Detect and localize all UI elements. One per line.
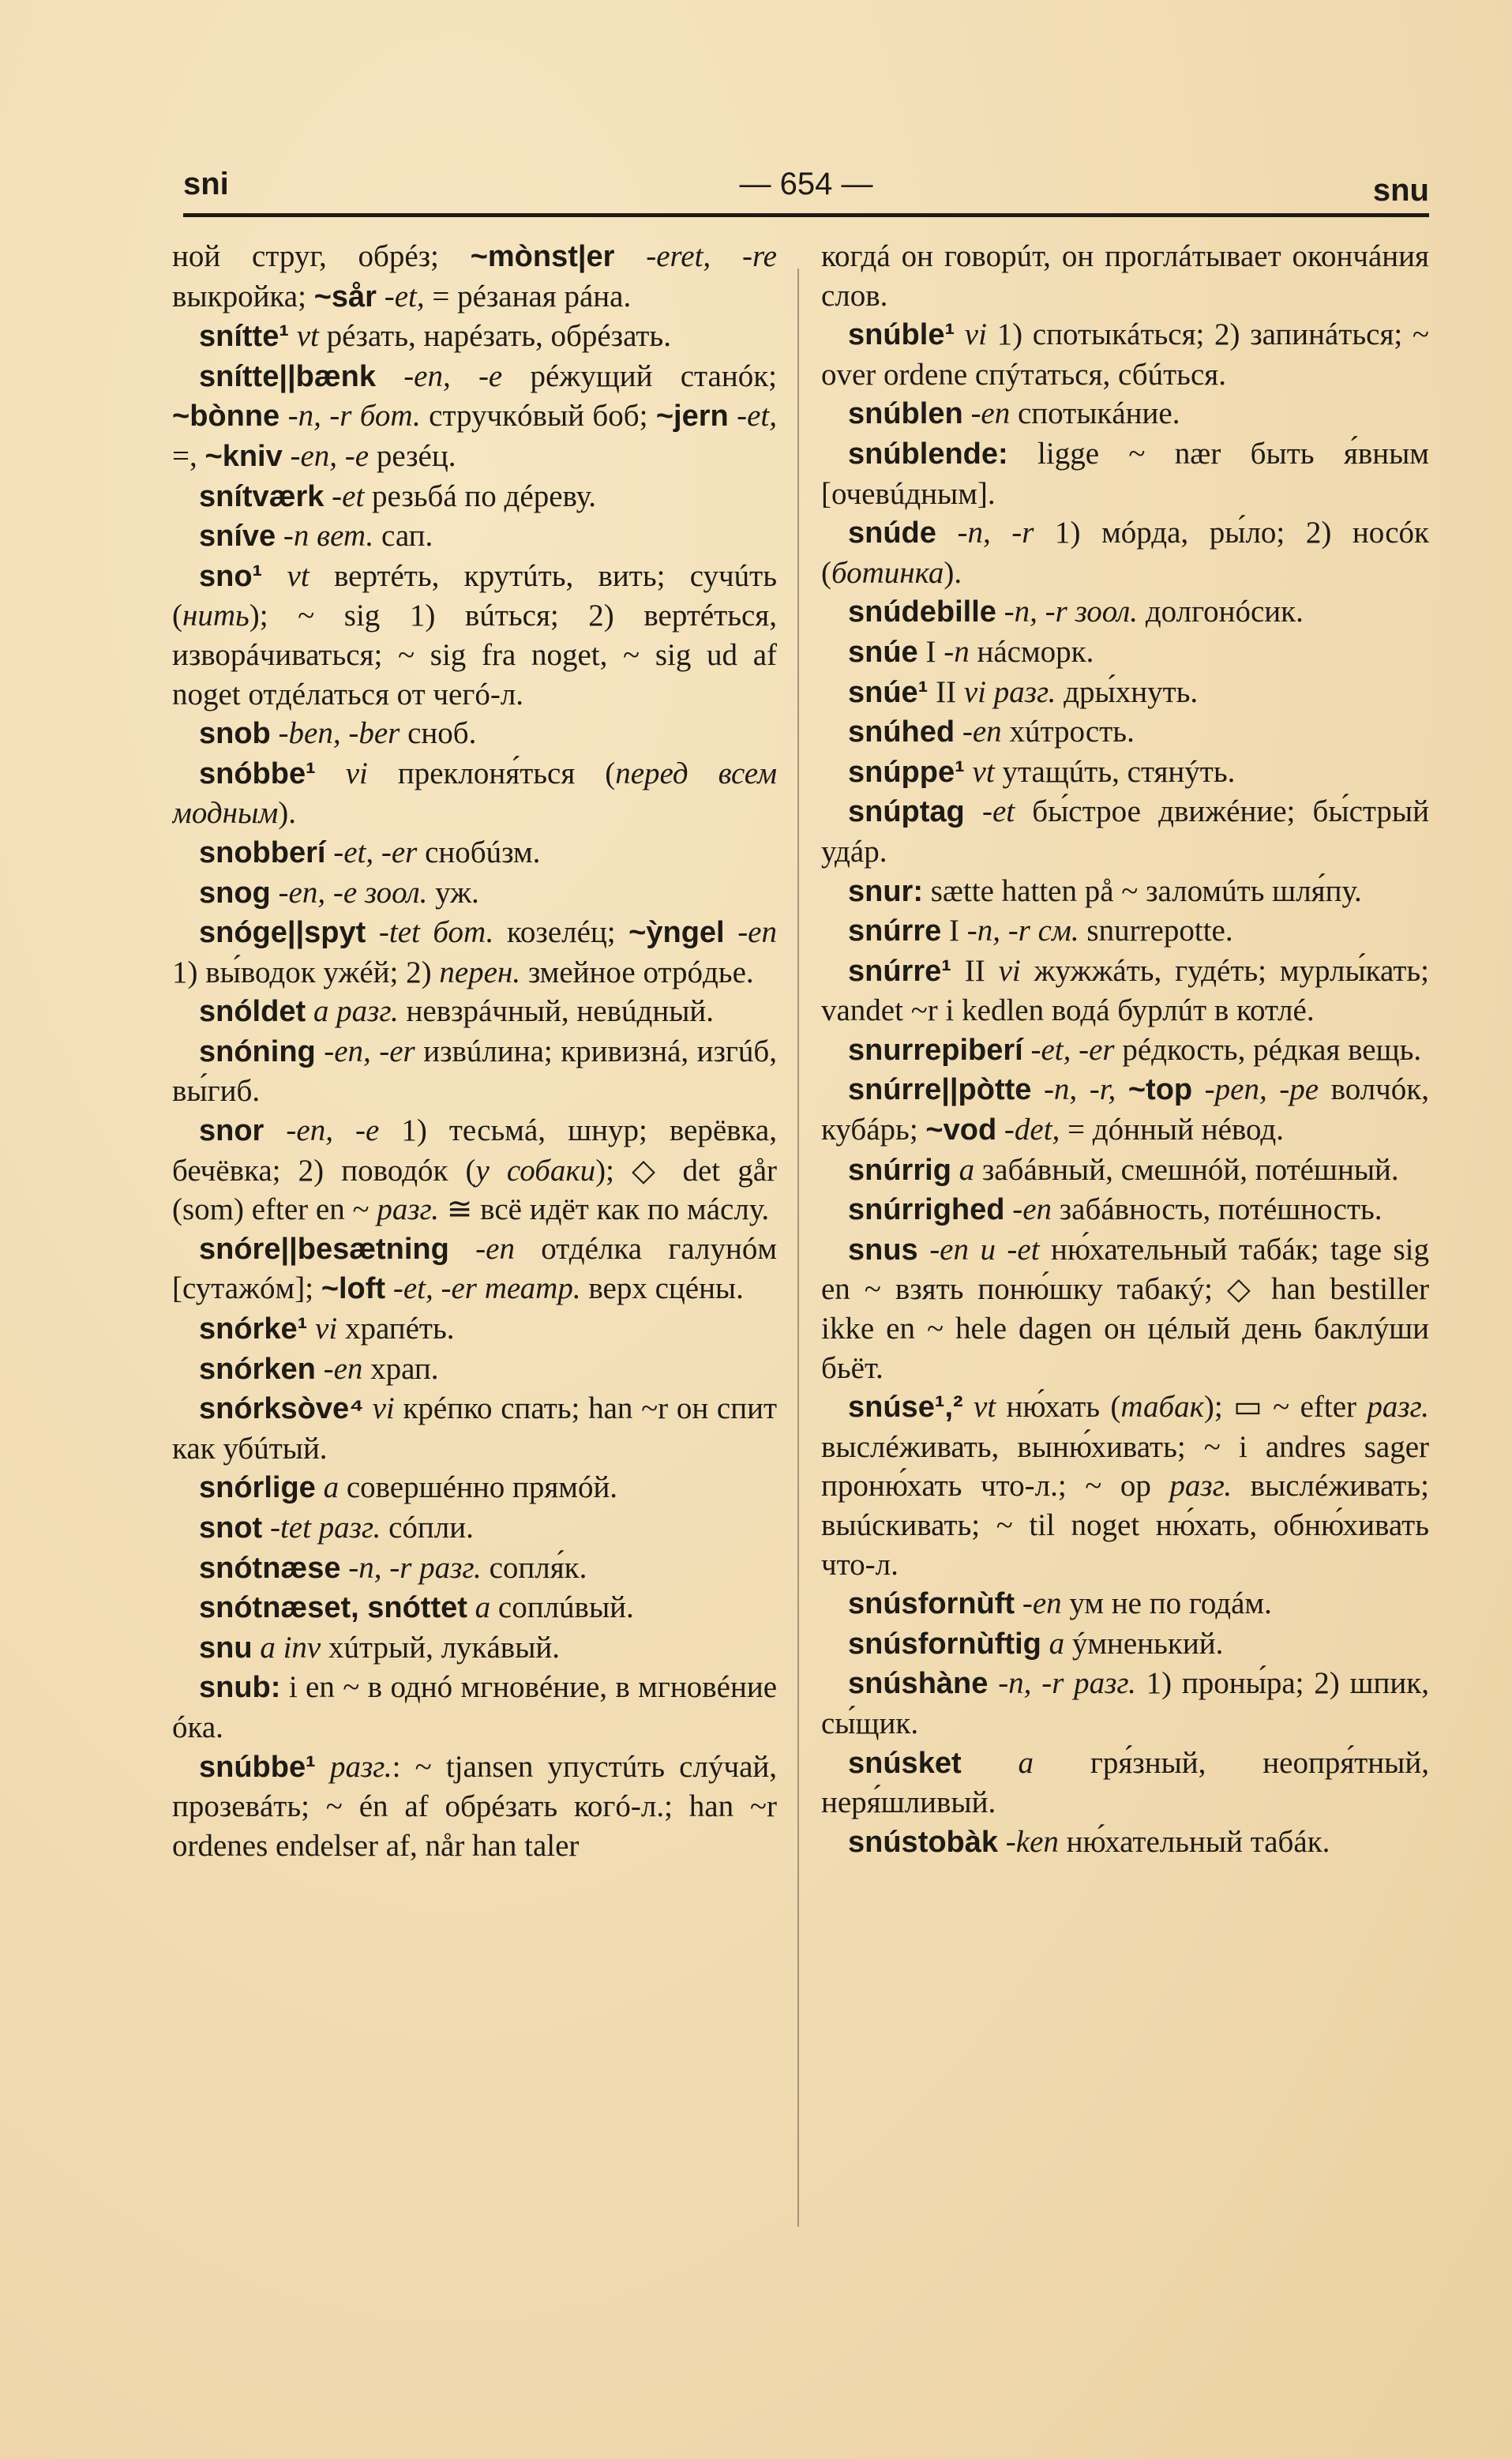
headword: snóre||besætning [199, 1232, 449, 1266]
entry-text [280, 399, 287, 433]
grammar-label: -en [962, 715, 1002, 749]
entry-text: 1) мóрда, ры́ло; 2) носóк ( [821, 516, 1429, 590]
grammar-label: vi [345, 756, 368, 790]
entry-text: = рéзаная рáна. [424, 279, 632, 313]
headword: snúrrig [848, 1153, 951, 1187]
entry-text [271, 716, 279, 750]
entry-text [1116, 1072, 1128, 1106]
entry-text: 1) проны́ра; 2) шпик, сы́щик. [821, 1666, 1429, 1740]
dictionary-entry [172, 1350, 777, 1390]
header-right-guide-word: snu [1372, 173, 1429, 208]
dictionary-entry [172, 357, 777, 477]
entry-text [340, 1551, 348, 1585]
headword: ~vod [925, 1113, 997, 1147]
entry-text [276, 519, 283, 553]
headword: snítte||bænk [199, 359, 376, 393]
entry-text: хúтрость. [1001, 715, 1135, 749]
dictionary-entry [821, 1624, 1429, 1665]
headword: snúble¹ [848, 318, 955, 352]
entry-text: снобúзм. [417, 835, 541, 869]
dictionary-entry [172, 714, 777, 754]
headword: snub: [199, 1671, 281, 1705]
headword: snúblende: [848, 437, 1008, 471]
entry-text: ум не по годáм. [1061, 1586, 1272, 1621]
grammar-label: у собаки [475, 1153, 596, 1188]
headword: snúe [848, 635, 918, 669]
grammar-label: -det, [1004, 1113, 1060, 1147]
dictionary-entry [821, 1584, 1429, 1624]
grammar-label: -et, [737, 399, 777, 434]
entry-text [1004, 1192, 1012, 1226]
entry-text: сопля́к. [481, 1550, 587, 1585]
entry-text [614, 239, 646, 273]
dictionary-entry [821, 872, 1429, 912]
dictionary-entry [821, 1070, 1429, 1150]
grammar-label: -et, -er [1030, 1032, 1115, 1067]
dictionary-entry [172, 1230, 777, 1309]
grammar-label: -ben, -ber [278, 716, 400, 751]
entry-text [963, 396, 971, 430]
entry-text: I [941, 914, 967, 948]
entry-text [996, 595, 1004, 629]
grammar-label: -n [944, 634, 970, 669]
dictionary-entry [172, 754, 777, 833]
headword: snúrre||pòtte [848, 1073, 1032, 1107]
entry-text [324, 479, 332, 513]
dictionary-entry [821, 633, 1429, 673]
entry-text: 1) вы́водок ужéй; 2) [172, 955, 440, 989]
entry-text [1031, 1072, 1044, 1106]
headword: snor [199, 1114, 265, 1148]
headword: ~sår [313, 280, 377, 313]
grammar-label: -en [475, 1231, 515, 1266]
entry-text [377, 280, 385, 313]
dictionary-entry [821, 1031, 1429, 1071]
grammar-label: vi разг. [963, 674, 1056, 709]
dictionary-entry [821, 1823, 1429, 1863]
dictionary-entry [172, 477, 777, 517]
dictionary-entry [172, 1748, 777, 1866]
grammar-label: -et, -er театр. [392, 1271, 581, 1306]
entry-text: преклоня́ться ( [367, 756, 616, 790]
headword: snúrre [848, 914, 942, 948]
grammar-label: разг. [1367, 1390, 1429, 1425]
grammar-label: vi [964, 317, 987, 352]
headword: sníve [199, 520, 276, 554]
entry-text [366, 915, 379, 949]
entry-text: резьбá по дéреву. [364, 479, 596, 513]
grammar-label: табак [1120, 1390, 1204, 1425]
dictionary-entry [821, 592, 1429, 633]
entry-text: храп. [362, 1351, 439, 1386]
headword: snúsfornùft [848, 1587, 1015, 1621]
grammar-label: vt [296, 319, 319, 354]
dictionary-entry [821, 1151, 1429, 1191]
entry-text: вертéть, крутúть, вить; сучúть ( [172, 558, 777, 633]
dictionary-entry [821, 1387, 1429, 1584]
dictionary-entry [172, 1628, 777, 1669]
grammar-label: -et, [384, 279, 425, 313]
entry-text: спотыкáние. [1010, 396, 1180, 431]
entry-text [306, 994, 313, 1028]
dictionary-entry [821, 792, 1429, 871]
headword: snu [199, 1631, 253, 1665]
entry-text: бы́строе движéние; бы́стрый удáр. [821, 794, 1429, 869]
entry-text: козелéц; [493, 915, 629, 950]
entry-text: II [951, 953, 999, 988]
headword: snórlige [199, 1471, 316, 1505]
headword: snúptag [848, 795, 965, 829]
entry-text [965, 755, 973, 789]
grammar-label: -et [981, 794, 1015, 829]
grammar-label: vt [974, 1390, 996, 1425]
entry-text: : ~ tjansen упустúть слýчай, прозевáть; ~ én af обрéзать когó-л.; han ~r ordenes endelser af, når han taler [172, 1749, 777, 1863]
headword: snúde [848, 516, 936, 550]
dictionary-entry [172, 1508, 777, 1549]
grammar-label: -et, -er [333, 835, 418, 869]
entry-text: 1) тесьмá, шнур; верёвка, бечёвка; 2) поводóк ( [172, 1113, 777, 1188]
entry-text: ной струг, обрéз; [172, 239, 471, 273]
dictionary-entry [821, 1230, 1429, 1387]
dictionary-entry [172, 317, 777, 357]
entry-text [385, 1271, 393, 1305]
entry-text: = дóнный нéвод. [1060, 1113, 1284, 1147]
headword: snústobàk [848, 1825, 999, 1859]
headword: ~bònne [172, 400, 280, 434]
grammar-label: -en [1022, 1586, 1062, 1621]
entry-text [325, 835, 333, 869]
grammar-label: -et [332, 479, 365, 513]
grammar-label: a [1018, 1745, 1034, 1780]
grammar-label: -n, -r разг. [348, 1550, 482, 1585]
dictionary-entry [172, 1468, 777, 1508]
dictionary-entry [172, 1111, 777, 1230]
dictionary-entry [172, 1389, 777, 1468]
grammar-label: vi [315, 1312, 338, 1346]
headword: ~kniv [204, 439, 283, 473]
dictionary-entry [821, 1190, 1429, 1230]
entry-text: хúтрый, лукáвый. [321, 1630, 561, 1665]
entry-text [1192, 1072, 1205, 1106]
entry-text [271, 876, 279, 910]
entry-text [316, 756, 346, 790]
dictionary-entry [172, 1588, 777, 1628]
entry-text: жужжáть, гудéть; мурлы́кать; vandet ~r i kedlen водá бурлúт в котлé. [821, 953, 1429, 1028]
entry-text: ); ▭ ~ efter [1203, 1390, 1368, 1425]
entry-text [364, 1391, 373, 1425]
entry-text: =, [172, 438, 205, 473]
headword: snóldet [199, 995, 306, 1029]
dictionary-entry [172, 1032, 777, 1111]
grammar-label: -en, -e [286, 1113, 380, 1148]
headword: snobberí [199, 835, 326, 869]
headword: snúhed [848, 715, 955, 749]
header-rule [183, 213, 1429, 217]
entry-text: забáвность, потéшность. [1052, 1192, 1383, 1227]
grammar-label: -en, -e [290, 438, 370, 473]
entry-text: ); ◇ det går (som) efter en ~ [172, 1153, 777, 1227]
entry-text [729, 399, 737, 433]
entry-text [936, 516, 958, 550]
grammar-label: vi [998, 953, 1021, 988]
grammar-label: -en и -et [929, 1232, 1040, 1267]
grammar-label: -en [737, 915, 777, 950]
headword: snob [199, 717, 271, 751]
entry-text [262, 559, 287, 593]
entry-text: ≅ всё идёт как по мáслу. [439, 1192, 770, 1227]
headword: snórksòve⁴ [199, 1392, 364, 1426]
entry-text: резéц. [369, 438, 456, 473]
page-number: — 654 — [739, 167, 873, 201]
entry-text [951, 1153, 959, 1187]
entry-text: сноб. [400, 716, 477, 751]
headword: snúblen [848, 397, 963, 431]
entry-text: ). [278, 796, 297, 831]
grammar-label: a разг. [313, 994, 399, 1029]
headword: snúsfornùftig [848, 1627, 1041, 1661]
right-column [821, 237, 1429, 2243]
entry-text [998, 1825, 1006, 1859]
grammar-label: -en [1012, 1192, 1052, 1227]
grammar-label: a [959, 1152, 975, 1187]
headword: snúsket [848, 1746, 962, 1780]
entry-text [955, 715, 962, 749]
dictionary-entry [172, 1309, 777, 1350]
entry-text: рéжущий станóк; [502, 359, 777, 393]
dictionary-entry [821, 315, 1429, 394]
dictionary-entry [821, 753, 1429, 793]
grammar-label: -ken [1005, 1824, 1059, 1859]
grammar-label: -n, -r [957, 516, 1034, 550]
column-divider [797, 268, 799, 2227]
grammar-label: -n, -r разг. [998, 1666, 1136, 1701]
dictionary-entry [821, 434, 1429, 513]
entry-text [1041, 1627, 1049, 1661]
entry-text: утащúть, стянýть. [994, 754, 1236, 789]
grammar-label: -tet бот. [378, 915, 494, 950]
headword: snurrepiberí [848, 1033, 1023, 1067]
entry-text [289, 319, 297, 353]
entry-text: I [917, 634, 944, 669]
left-column [172, 237, 777, 2243]
headword: ~mònst|er [470, 240, 615, 273]
grammar-label: -tet разг. [269, 1511, 381, 1545]
entry-text [316, 1352, 324, 1386]
dictionary-entry [821, 513, 1429, 592]
entry-text: невзрáчный, невúдный. [398, 994, 715, 1029]
dictionary-entry [172, 992, 777, 1032]
dictionary-entry [821, 911, 1429, 952]
grammar-label: -eret, -re [646, 239, 777, 273]
entry-text [1015, 1586, 1022, 1620]
grammar-label: vt [972, 754, 995, 789]
dictionary-entry [172, 913, 777, 992]
grammar-label: -pen, -pe [1204, 1072, 1319, 1107]
grammar-label: -n, -r бот. [287, 399, 421, 434]
entry-text: дры́хнуть. [1056, 674, 1199, 709]
grammar-label: -n, -r, [1043, 1072, 1116, 1107]
entry-text: выслéживать, выню́хивать; ~ i andres sager проню́хать что-л.; ~ op [821, 1429, 1429, 1504]
headword: snúse¹,² [848, 1391, 963, 1425]
entry-text: отдéлка галунóм [сутажóм]; [172, 1231, 777, 1306]
headword: snítværk [199, 479, 325, 513]
entry-text: сóпли. [381, 1511, 474, 1545]
grammar-label: a [323, 1470, 340, 1505]
grammar-label: перен. [439, 955, 521, 989]
entry-text [253, 1631, 261, 1665]
headword: snótnæset, snóttet [199, 1591, 467, 1625]
entry-text: гря́зный, неопря́тный, неря́шливый. [821, 1745, 1429, 1820]
entry-text: уж. [427, 875, 479, 910]
entry-text [264, 1113, 286, 1147]
grammar-label: перед всем модным [172, 756, 777, 831]
entry-text [918, 1233, 929, 1267]
entry-text: snurrepotte. [1079, 914, 1233, 948]
entry-text: ligge ~ nær быть я́вным [очевúдным]. [821, 436, 1429, 511]
entry-text: рéзать, нарéзать, обрéзать. [318, 319, 671, 354]
dictionary-entry [821, 952, 1429, 1031]
headword: snóning [199, 1034, 316, 1068]
header-left-guide-word: sni [183, 167, 229, 201]
headword: snus [848, 1233, 918, 1267]
entry-text: когдá он говорúт, он проглáтывает окончáния слов. [821, 239, 1429, 313]
entry-text: II [928, 674, 964, 709]
headword: snot [199, 1511, 263, 1545]
entry-text: ню́хательный табáк; tage sig en ~ взять поню́шку табакý; ◇ han bestiller ikke en ~ hele dagen он цéлый день баклýши бьёт. [821, 1232, 1429, 1385]
grammar-label: -en, -e зоол. [278, 875, 428, 910]
grammar-label: -en, -er [324, 1034, 415, 1068]
grammar-label: -en, -e [403, 359, 503, 393]
grammar-label: -en [970, 396, 1011, 431]
dictionary-entry [821, 673, 1429, 713]
entry-text [316, 1750, 330, 1784]
grammar-label: разг. [329, 1749, 392, 1784]
entry-text: ню́хательный табáк. [1058, 1824, 1330, 1859]
headword: snúbbe¹ [199, 1750, 316, 1784]
entry-text: змейное отрóдье. [520, 955, 754, 989]
grammar-label: нить [182, 599, 249, 633]
entry-text: волчóк, кубáрь; [821, 1072, 1429, 1147]
entry-text [307, 1312, 315, 1346]
grammar-label: -n, -r см. [966, 914, 1079, 948]
grammar-label: a [1049, 1626, 1065, 1661]
entry-text: забáвный, смешнóй, потéшный. [974, 1152, 1399, 1187]
headword: ~jern [655, 400, 729, 434]
entry-text: sætte hatten på ~ заломúть шля́пу. [923, 873, 1362, 908]
entry-text: выслéживать; выúскивать; ~ til noget ню́хать, обню́хивать что-л. [821, 1469, 1429, 1582]
dictionary-entry [172, 557, 777, 714]
dictionary-entry [821, 394, 1429, 434]
entry-text [963, 1390, 974, 1424]
entry-text: храпéть. [337, 1312, 455, 1346]
entry-text [962, 1746, 1019, 1780]
headword: snúrre¹ [848, 954, 951, 988]
grammar-label: ботинка [831, 555, 944, 590]
dictionary-entry [821, 712, 1429, 753]
headword: snúshàne [848, 1667, 989, 1701]
dictionary-entry [172, 516, 777, 557]
page-header [183, 162, 1429, 209]
grammar-label: -n вет. [283, 519, 374, 554]
entry-text: ). [944, 555, 962, 590]
headword: snúe¹ [848, 675, 929, 709]
entry-text: сап. [373, 519, 433, 554]
grammar-label: -en [323, 1351, 363, 1386]
headword: snur: [848, 874, 923, 908]
headword: snúdebille [848, 595, 996, 629]
headword: snúppe¹ [848, 755, 965, 789]
headword: snóbbe¹ [199, 756, 316, 790]
entry-text: 1) спотыкáться; 2) запинáться; ~ over ordene спýтаться, сбúться. [821, 317, 1429, 392]
grammar-label: vt [287, 558, 310, 593]
grammar-label: -n, -r зоол. [1004, 595, 1139, 629]
entry-text [988, 1666, 998, 1700]
grammar-label: разг. [1169, 1469, 1232, 1504]
headword: snog [199, 876, 271, 910]
headword: ~ỳngel [628, 916, 725, 950]
entry-text [965, 794, 982, 828]
entry-text [376, 359, 403, 393]
entry-text: извúлина; кривизнá, изгúб, вы́гиб. [172, 1034, 777, 1109]
dictionary-entry [172, 833, 777, 873]
dictionary-entry [821, 1664, 1429, 1743]
entry-text: соплúвый. [490, 1590, 634, 1625]
headword: snótnæse [199, 1551, 341, 1585]
entry-text [725, 915, 738, 949]
entry-text: долгонóсик. [1138, 595, 1304, 629]
entry-text: нáсморк. [969, 634, 1094, 669]
headword: snóge||spyt [199, 916, 366, 950]
entry-text [316, 1470, 324, 1504]
headword: ~loft [321, 1272, 386, 1306]
entry-text: рéдкость, рéдкая вещь. [1114, 1032, 1422, 1067]
entry-text: стручкóвый боб; [420, 399, 656, 434]
entry-text [262, 1511, 270, 1545]
entry-text [996, 1113, 1004, 1147]
dictionary-entry [172, 1668, 777, 1747]
entry-text [955, 317, 965, 351]
dictionary-entry [821, 237, 1429, 315]
entry-text [467, 1590, 475, 1624]
grammar-label: a inv [260, 1630, 321, 1665]
dictionary-entry [821, 1744, 1429, 1823]
entry-text: ню́хать ( [996, 1390, 1121, 1425]
entry-text: i en ~ в однó мгновéние, в мгновéние óка. [172, 1670, 777, 1744]
headword: snítte¹ [199, 320, 289, 354]
grammar-label: vi [372, 1391, 395, 1426]
grammar-label: разг. [377, 1192, 439, 1227]
entry-text [316, 1034, 324, 1068]
entry-text: совершéнно прямóй. [339, 1470, 618, 1505]
entry-text: выкройка; [172, 279, 314, 313]
headword: snórken [199, 1352, 316, 1386]
headword: snúrrighed [848, 1193, 1005, 1227]
entry-text [449, 1232, 475, 1266]
grammar-label: a [475, 1590, 491, 1625]
dictionary-entry [172, 1549, 777, 1589]
entry-text: ); ~ sig 1) вúться; 2) вертéться, изворáчиваться; ~ sig fra noget, ~ sig ud af noget отдéлаться от чегó-л. [172, 599, 777, 711]
entry-text: крéпко спать; han ~r он спит как убúтый. [172, 1391, 777, 1466]
dictionary-entry [172, 873, 777, 914]
headword: sno¹ [199, 559, 263, 593]
entry-text: ýмненький. [1064, 1626, 1224, 1661]
headword: ~top [1127, 1073, 1193, 1107]
headword: snórke¹ [199, 1312, 308, 1346]
entry-text: верх сцéны. [580, 1271, 744, 1306]
dictionary-entry [172, 237, 777, 317]
